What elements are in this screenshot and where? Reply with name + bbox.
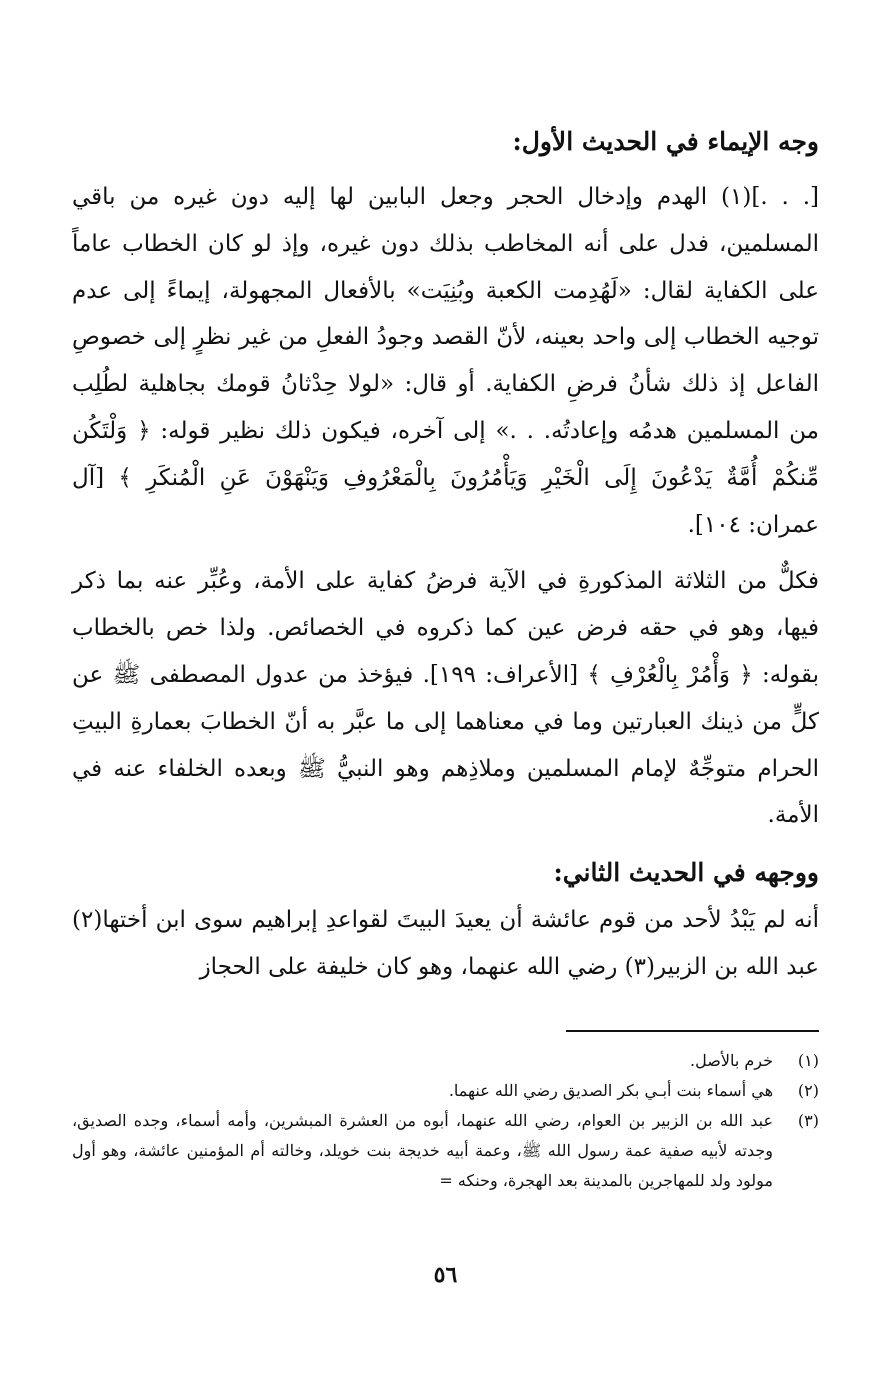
footnote-item: [72, 1106, 819, 1196]
section-heading-second-hadith: ووجهه في الحديث الثاني:: [553, 858, 819, 888]
footnote-text: خرم بالأصل.: [690, 1051, 773, 1070]
footnote-item: [72, 1076, 819, 1106]
footnote-text: هي أسماء بنت أبـي بكر الصديق رضي الله عنهما.: [448, 1081, 773, 1100]
footnote-number: (١): [797, 1051, 819, 1070]
footnote-item: [72, 1046, 819, 1076]
footnote-number: (٣): [797, 1111, 819, 1130]
paragraph-first-hadith-2: فكلٌّ من الثلاثة المذكورةِ في الآية فرضُ كفاية على الأمة، وعُبِّر عنه بما ذكر فيها، وهو في حقه فرض عين كما ذكروه في الخصائص. ولذا خص بالخطاب بقوله: ﴿ وَأْمُرْ بِالْعُرْفِ ﴾ [الأعراف: ١٩٩]. فيؤخذ من عدول المصطفى ﷺ عن كلٍّ من ذينك العبارتين وما في معناهما إلى ما عبَّر به أنّ الخطابَ بعمارةِ البيتِ الحرام متوجِّهٌ لإمام المسلمين وملاذِهم وهو النبيُّ ﷺ وبعده الخلفاء عنه في الأمة.: [72, 568, 819, 829]
page-number: ٥٦: [433, 1262, 458, 1288]
footnote-number: (٢): [797, 1081, 819, 1100]
page-body: [72, 118, 819, 1190]
footnote-separator: [566, 1030, 819, 1032]
section-heading-first-hadith: وجه الإيماء في الحديث الأول:: [512, 127, 819, 156]
footnotes: [72, 1046, 819, 1196]
paragraph-first-hadith-1: [. . .](١) الهدم وإدخال الحجر وجعل البابين لها إليه دون غيره من باقي المسلمين، فدل على أنه المخاطب بذلك دون غيره، وإذ لو كان الخطاب عاماً على الكفاية لقال: «لَهُدِمت الكعبة وبُنِيَت» بالأفعال المجهولة، إيماءً إلى عدم توجيه الخطاب إلى واحد بعينه، لأنّ القصد وجودُ الفعلِ من غير نظرٍ إلى خصوصِ الفاعل إذ ذلك شأنُ فرضِ الكفاية. أو قال: «لولا حِدْثانُ قومك بجاهلية لطُلِب من المسلمين هدمُه وإعادتُه. . .» إلى آخره، فيكون ذلك نظير قوله: ﴿ وَلْتَكُن مِّنكُمْ أُمَّةٌ يَدْعُونَ إِلَى الْخَيْرِ وَيَأْمُرُونَ بِالْمَعْرُوفِ وَيَنْهَوْنَ عَنِ الْمُنكَرِ ﴾ [آل عمران: ١٠٤].: [72, 184, 819, 538]
footnote-text: عبد الله بن الزبير بن العوام، رضي الله عنهما، أبوه من العشرة المبشرين، وأمه أسماء، وجده الصديق، وجدته لأبيه صفية عمة رسول الله ﷺ، وعمة أبيه خديجة بنت خويلد، وخالته أم المؤمنين عائشة، وهو أول مولود ولد للمهاجرين بالمدينة بعد الهجرة، وحنكه =: [72, 1111, 773, 1190]
paragraph-second-hadith-1: أنه لم يَبْدُ لأحد من قوم عائشة أن يعيدَ البيتَ لقواعدِ إبراهيم سوى ابن أختها(٢) عبد الله بن الزبير(٣) رضي الله عنهما، وهو كان خليفة على الحجاز: [72, 907, 819, 980]
